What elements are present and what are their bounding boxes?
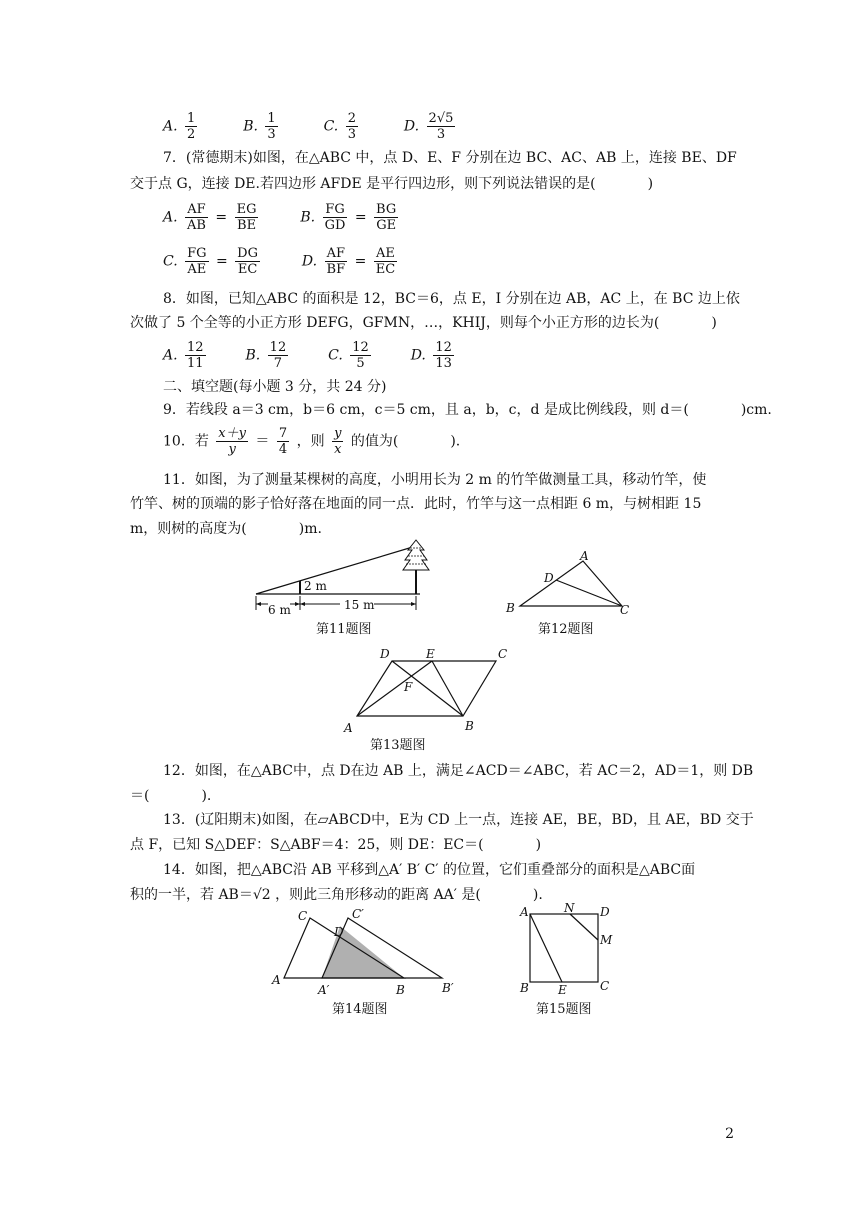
q14-line1: 14．如图，把△ABC沿 AB 平移到△A′ B′ C′ 的位置，它们重叠部分的面积是△ABC面: [163, 862, 696, 878]
q11-line3: m，则树的高度为( )m.: [130, 521, 322, 537]
q6-option-b-label: B.: [243, 118, 258, 135]
fig14-label-b: B: [396, 983, 405, 997]
q12-line2: ＝( ).: [130, 788, 212, 804]
q6-option-d-label: D.: [403, 118, 420, 135]
figure-15: [516, 902, 616, 996]
tree-icon: [403, 540, 429, 594]
q12-line1: 12．如图，在△ABC中，点 D在边 AB 上，满足∠ACD＝∠ABC，若 AC＝2，AD＝1，则 DB: [163, 763, 754, 779]
figure-11: [248, 536, 448, 622]
page-number: 2: [725, 1126, 734, 1142]
figure-12: [500, 548, 640, 618]
fig13-label-c: C: [498, 647, 508, 661]
fig12-label-b: B: [506, 601, 515, 615]
q6-option-d-frac: $\frac{2√5}{3}$: [428, 111, 454, 142]
q9: 9．若线段 a＝3 cm，b＝6 cm，c＝5 cm，且 a，b，c，d 是成比例线段，则 d＝( )cm.: [163, 402, 772, 418]
q7-options-row2: C. $\frac{FG}{AE}$ = $\frac{DG}{EC}$ D. $\frac{AF}{BF}$ = $\frac{AE}{EC}$: [163, 246, 396, 277]
fig14-label-a: A: [272, 973, 281, 987]
section2-heading: 二、填空题(每小题 3 分，共 24 分): [163, 379, 387, 395]
fig11-pole-label: 2 m: [304, 579, 327, 593]
fig11-shadow-line: [256, 546, 416, 594]
q10: 10．若 $\frac{x+y}{y}$ ＝ $\frac{7}{4}$ ，则 $\frac{y}{x}$ 的值为( ).: [163, 426, 461, 457]
fig14-label-c2: C′: [352, 908, 364, 921]
q6-option-b-frac: $\frac{1}{3}$: [267, 111, 276, 142]
fig12-label-d: D: [544, 571, 554, 585]
fig14-label-b2: B′: [442, 981, 454, 995]
q8-line2: 次做了 5 个全等的小正方形 DEFG，GFMN，…，KHIJ，则每个小正方形的边长为( ): [130, 315, 717, 331]
fig11-caption: 第11题图: [316, 622, 372, 637]
q7-line1: 7．(常德期末)如图，在△ABC 中，点 D、E、F 分别在边 BC、AC、AB 上，连接 BE、DF: [163, 150, 737, 166]
fig13-label-e: E: [426, 647, 435, 661]
fig14-caption: 第14题图: [332, 1002, 388, 1017]
fig12-label-c: C: [620, 603, 630, 617]
fig15-caption: 第15题图: [536, 1002, 592, 1017]
figure-13: [338, 644, 518, 738]
fig15-label-c: C: [600, 979, 610, 993]
q13-line1: 13．(辽阳期末)如图，在▱ABCD中，E为 CD 上一点，连接 AE，BE，BD，且 AE，BD 交于: [163, 812, 754, 828]
q13-line2: 点 F，已知 S△DEF：S△ABF＝4：25，则 DE：EC＝( ): [130, 837, 542, 853]
q6-options: [163, 111, 458, 142]
fig14-label-a2: A′: [318, 983, 330, 997]
fig11-dist-6: 6 m: [268, 603, 291, 617]
fig14-label-d: D: [334, 925, 344, 939]
figure-14: [268, 908, 464, 998]
fig15-label-d: D: [600, 905, 610, 919]
fig15-label-e: E: [558, 983, 567, 996]
q6-option-a-frac: $\frac{1}{2}$: [187, 111, 196, 142]
q14-line2: 积的一半，若 AB＝√2 ，则此三角形移动的距离 AA′ 是( ).: [130, 887, 543, 903]
fig15-label-m: M: [600, 933, 613, 947]
fig15-label-b: B: [520, 981, 529, 995]
q8-options: A. $\frac{12}{11}$ B. $\frac{12}{7}$ C. $\frac{12}{5}$ D. $\frac{12}{13}$: [163, 340, 452, 371]
fig15-label-n: N: [564, 902, 575, 915]
q6-option-c-label: C.: [323, 118, 339, 135]
fig13-label-f: F: [404, 680, 413, 694]
q11-line1: 11．如图，为了测量某棵树的高度，小明用长为 2 m 的竹竿做测量工具，移动竹竿，使: [163, 472, 707, 488]
fig14-label-c: C: [298, 909, 308, 923]
q11-line2: 竹竿、树的顶端的影子恰好落在地面的同一点．此时，竹竿与这一点相距 6 m，与树相距 15: [130, 496, 702, 512]
fig11-dist-15: 15 m: [344, 598, 375, 612]
fig12-label-a: A: [580, 549, 589, 563]
q7-options-row1: A. $\frac{AF}{AB}$ = $\frac{EG}{BE}$ B. $\frac{FG}{GD}$ = $\frac{BG}{GE}$: [163, 202, 397, 233]
q8-line1: 8．如图，已知△ABC 的面积是 12，BC＝6，点 E，I 分别在边 AB，AC 上，在 BC 边上依: [163, 291, 740, 307]
q6-option-c-frac: $\frac{2}{3}$: [347, 111, 356, 142]
q7-line2: 交于点 G，连接 DE.若四边形 AFDE 是平行四边形，则下列说法错误的是( ): [130, 176, 654, 192]
q6-option-a-label: A.: [163, 118, 178, 135]
fig13-label-d: D: [380, 647, 390, 661]
fig13-caption: 第13题图: [370, 738, 426, 753]
fig13-label-b: B: [465, 719, 474, 733]
fig12-caption: 第12题图: [538, 622, 594, 637]
fig13-label-a: A: [344, 721, 353, 735]
fig15-label-a: A: [520, 905, 529, 919]
